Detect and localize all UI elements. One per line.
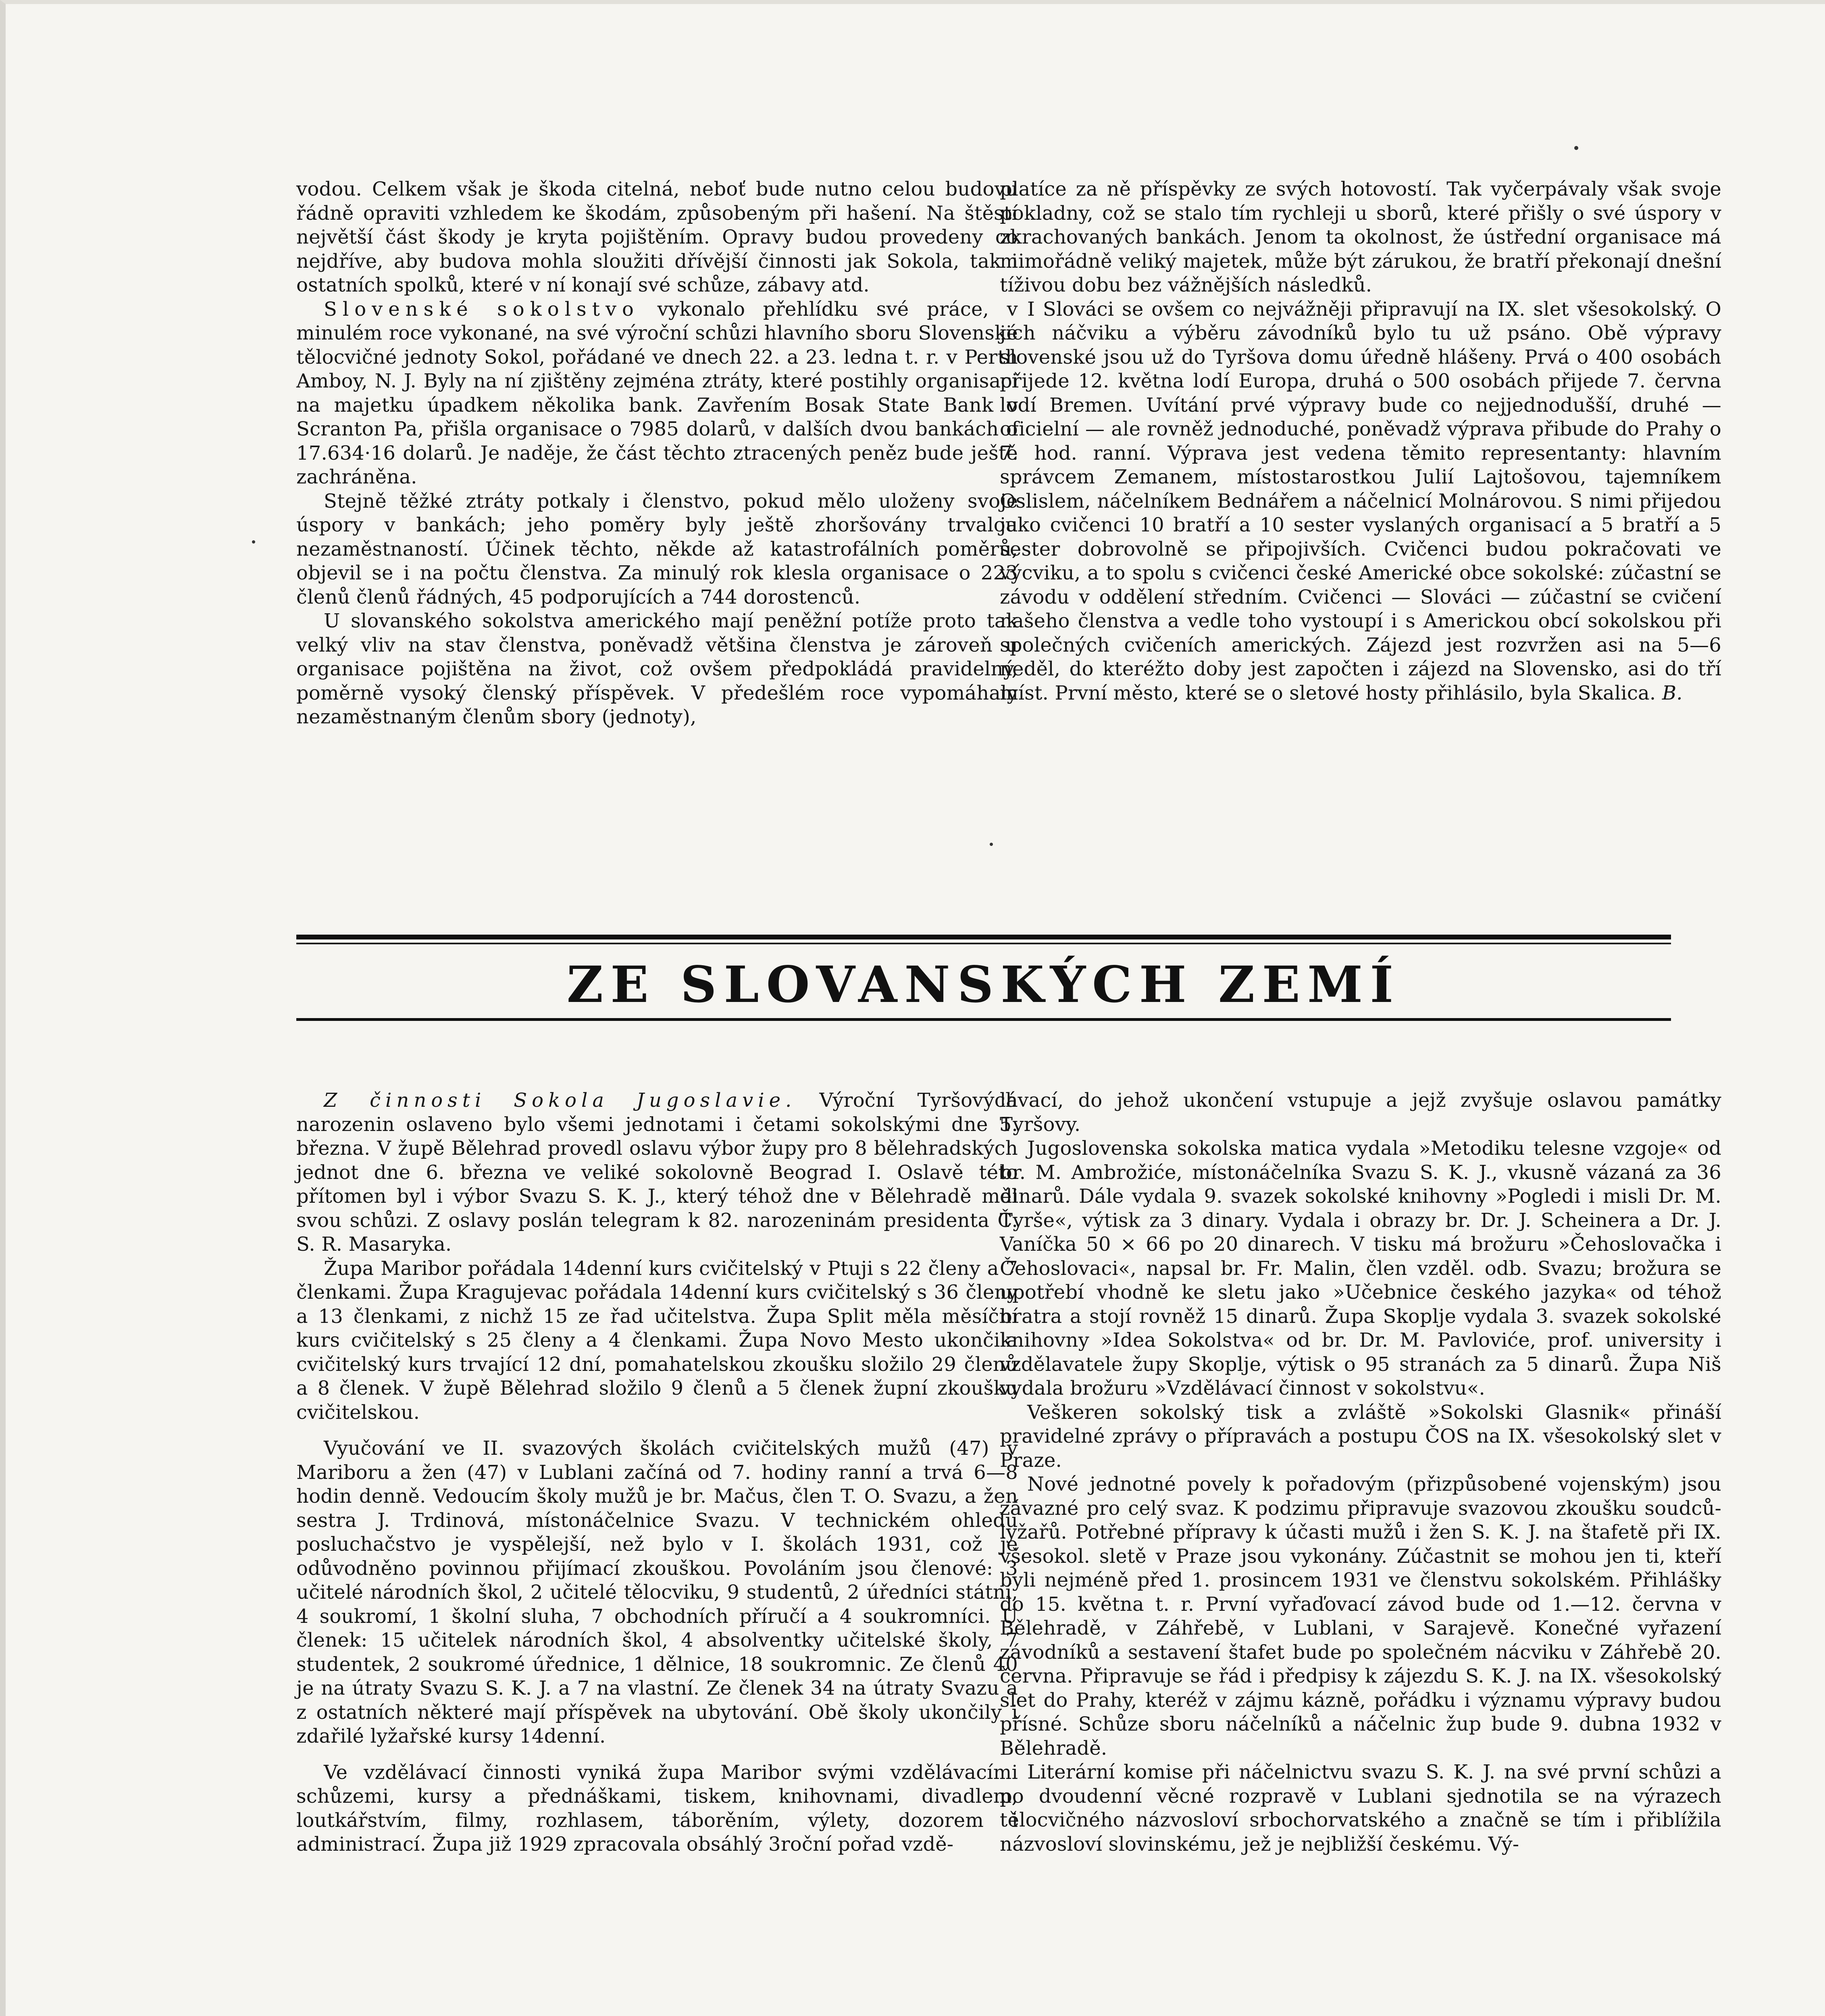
scan-speck [1574, 146, 1578, 150]
section-heading: ZE SLOVANSKÝCH ZEMÍ [566, 956, 1401, 1014]
paragraph: Župa Maribor pořádala 14denní kurs cvičitelský v Ptuji s 22 členy a 7 členkami. Župa Kragujevac pořádala 14denní kurs cvičitelský s 36 členy a 13 členkami, z nichž 15 ze řad učitelstva. Župa Split měla měsíční kurs cvičitelský s 25 členy a 4 členkami. Župa Novo Mesto ukončila cvičitelský kurs trvající 12 dní, pomahatelskou zkoušku složilo 29 členů a 8 členek. V župě Bělehrad složilo 9 členů a 5 členek župní zkoušku cvičitelskou. [296, 1257, 1018, 1424]
spaced-emphasis: Slovenské sokolstvo [324, 298, 639, 321]
paragraph-text: vykonalo přehlídku své práce, v minulém roce vykonané, na své výroční schůzi hlavního sboru Slovenské tělocvičné jednoty Sokol, pořádané ve dnech 22. a 23. ledna t. r. v Perth Amboy, N. J. Byly na ní zjištěny zejména ztráty, které postihly organisaci na majetku úpadkem několika bank. Zavřením Bosak State Bank v Scranton Pa, přišla organisace o 7985 dolarů, v dalších dvou bankách o 17.634·16 dolarů. Je naděje, že část těchto ztracených peněz bude ještě zachráněna. [296, 298, 1018, 488]
scan-speck [990, 843, 993, 846]
paragraph: Jugoslovenska sokolska matica vydala »Metodiku telesne vzgoje« od br. M. Ambrožiće, místonáčelníka Svazu S. K. J., vkusně vázaná za 36 dinarů. Dále vydala 9. svazek sokolské knihovny »Pogledi i misli Dr. M. Tyrše«, výtisk za 3 dinary. Vydala i obrazy br. Dr. J. Scheinera a Dr. J. Vaníčka 50 × 66 po 20 dinarech. V tisku má brožuru »Čehoslovačka i Čehoslovaci«, napsal br. Fr. Malin, člen vzděl. odb. Svazu; brožura se upotřebí vhodně ke sletu jako »Učebnice českého jazyka« od téhož bratra a stojí rovněž 15 dinarů. Župa Skoplje vydala 3. svazek sokolské knihovny »Idea Sokolstva« od br. Dr. M. Pavloviće, prof. university i vzdělavatele župy Skoplje, výtisk o 95 stranách za 5 dinarů. Župa Niš vydala brožuru »Vzdělávací činnost v sokolstvu«. [1000, 1137, 1721, 1400]
heading-rule-top-thin [296, 943, 1671, 944]
paragraph [296, 1089, 1018, 1257]
paragraph: Stejně těžké ztráty potkaly i členstvo, pokud mělo uloženy svoje úspory v bankách; jeho poměry byly ještě zhoršovány trvalou nezaměstnaností. Účinek těchto, někde až katastrofálních poměrů, objevil se i na počtu členstva. Za minulý rok klesla organisace o 223 členů členů řádných, 45 podporujících a 744 dorostenců. [296, 489, 1018, 608]
paragraph-text: Výroční Tyršových narozenin oslaveno bylo všemi jednotami i četami sokolskými dne 5. března. V župě Bělehrad provedl oslavu výbor župy pro 8 bělehradských jednot dne 6. března ve veliké sokolovně Beograd I. Oslavě této přítomen byl i výbor Svazu S. K. J., který téhož dne v Bělehradě měl svou schůzi. Z oslavy poslán telegram k 82. narozeninám presidenta Č. S. R. Masaryka. [296, 1089, 1018, 1256]
paragraph: Nové jednotné povely k pořadovým (přizpůsobené vojenským) jsou závazné pro celý svaz. K podzimu připravuje svazovou zkoušku soudců-lyžařů. Potřebné přípravy k účasti mužů i žen S. K. J. na štafetě při IX. všesokol. sletě v Praze jsou vykonány. Zúčastnit se mohou jen ti, kteří byli nejméně před 1. prosincem 1931 ve členstvu sokolském. Přihlášky do 15. května t. r. První vyřaďovací závod bude od 1.—12. června v Bělehradě, v Záhřebě, v Lublani, v Sarajevě. Konečné vyřazení závodníků a sestavení štafet bude po společném nácviku v Záhřebě 20. června. Připravuje se řád i předpisy k zájezdu S. K. J. na IX. všesokolský slet do Prahy, kteréž v zájmu kázně, pořádku i významu výpravy budou přísné. Schůze sboru náčelníků a náčelnic žup bude 9. dubna 1932 v Bělehradě. [1000, 1473, 1721, 1760]
italic-spaced-heading: Z činnosti Sokola Jugoslavie. [324, 1089, 797, 1112]
paragraph [296, 298, 1018, 489]
article-bottom-right-column [1000, 1089, 1721, 1856]
paragraph-text: I Slováci se ovšem co nejvážněji připravují na IX. slet všesokolský. O jich náčviku a výběru závodníků bylo tu už psáno. Obě výpravy slovenské jsou už do Tyršova domu úředně hlášeny. Prvá o 400 osobách přijede 12. května lodí Europa, druhá o 500 osobách přijede 7. června lodí Bremen. Uvítání prvé výpravy bude co nejjednodušší, druhé — oficielní — ale rovněž jednoduché, poněvadž výprava přibude do Prahy o 7. hod. ranní. Výprava jest vedena těmito representanty: hlavním správcem Zemanem, místostarostkou Julií Lajtošovou, tajemníkem Oslislem, náčelníkem Bednářem a náčelnicí Molnárovou. S nimi přijedou jako cvičenci 10 bratří a 10 sester vyslaných organisací a 5 bratří a 5 sester dobrovolně se připojivších. Cvičenci budou pokračovati ve výcviku, a to spolu s cvičenci české Americké obce sokolské: zúčastní se závodu v oddělení středním. Cvičenci — Slováci — zúčastní se cvičení našeho členstva a vedle toho vystoupí i s Americkou obcí sokolskou při společných cvičeních amerických. Zájezd jest rozvržen asi na 5—6 neděl, do kteréžto doby jest započten i zájezd na Slovensko, asi do tří míst. První město, které se o sletové hosty přihlásilo, byla Skalica. [1000, 298, 1721, 704]
paragraph: lávací, do jehož ukončení vstupuje a jejž zvyšuje oslavou památky Tyršovy. [1000, 1089, 1721, 1136]
heading-rule-top-thick [296, 935, 1671, 939]
scan-speck [252, 540, 255, 544]
article-bottom-left-column [296, 1089, 1018, 1857]
paragraph: vodou. Celkem však je škoda citelná, neboť bude nutno celou budovu řádně opraviti vzhledem ke škodám, způsobeným při hašení. Na štěstí největší část škody je kryta pojištěním. Opravy budou provedeny co nejdříve, aby budova mohla sloužiti dřívější činnosti jak Sokola, tak i ostatních spolků, které v ní konají své schůze, zábavy atd. [296, 178, 1018, 296]
heading-rule-bottom [296, 1018, 1671, 1021]
article-top-right-column [1000, 177, 1721, 705]
paragraph: Literární komise při náčelnictvu svazu S. K. J. na své první schůzi a po dvoudenní věcné rozpravě v Lublani sjednotila se na výrazech tělocvičného názvosloví srbochorvatského a značně se tím i přiblížila názvosloví slovinskému, jež je nejbližší českému. Vý- [1000, 1761, 1721, 1856]
author-signature: B. [1662, 681, 1683, 704]
paragraph: Ve vzdělávací činnosti vyniká župa Maribor svými vzdělávacími schůzemi, kursy a přednáškami, tiskem, knihovnami, divadlem, loutkářstvím, filmy, rozhlasem, táborěním, výlety, dozorem i administrací. Župa již 1929 zpracovala obsáhlý 3roční pořad vzdě- [296, 1761, 1018, 1856]
paragraph: platíce za ně příspěvky ze svých hotovostí. Tak vyčerpávaly však svoje pokladny, což se stalo tím rychleji u sborů, které přišly o své úspory v zkrachovaných bankách. Jenom ta okolnost, že ústřední organisace má mimořádně veliký majetek, může být zárukou, že bratří překonají dnešní tíživou dobu bez vážnějších následků. [1000, 178, 1721, 296]
article-top-left-column [296, 177, 1018, 729]
paragraph: Vyučování ve II. svazových školách cvičitelských mužů (47) v Mariboru a žen (47) v Lublani začíná od 7. hodiny ranní a trvá 6—8 hodin denně. Vedoucím školy mužů je br. Mačus, člen T. O. Svazu, a žen sestra J. Trdinová, místonáčelnice Svazu. V technickém ohledu posluchačstvo je vyspělejší, než bylo v I. školách 1931, což je odůvodněno povinnou přijímací zkouškou. Povoláním jsou členové: 3 učitelé národních škol, 2 učitelé tělocviku, 9 studentů, 2 úředníci státní, 4 soukromí, 1 školní sluha, 7 obchodních příručí a 4 soukromníci. U členek: 15 učitelek národních škol, 4 absolventky učitelské školy, 7 studentek, 2 soukromé úřednice, 1 dělnice, 18 soukromnic. Ze členů 40 je na útraty Svazu S. K. J. a 7 na vlastní. Ze členek 34 na útraty Svazu a z ostatních některé mají příspěvek na ubytování. Obě školy ukončily i zdařilé lyžařské kursy 14denní. [296, 1437, 1018, 1747]
paragraph: U slovanského sokolstva amerického mají peněžní potíže proto tak velký vliv na stav členstva, poněvadž většina členstva je zároveň u organisace pojištěna na život, což ovšem předpokládá pravidelný, poměrně vysoký členský příspěvek. V předešlém roce vypomáhaly nezaměstnaným členům sbory (jednoty), [296, 610, 1018, 728]
paragraph [1000, 298, 1721, 706]
paragraph: Veškeren sokolský tisk a zvláště »Sokolski Glasnik« přináší pravidelné zprávy o přípravách a postupu ČOS na IX. všesokolský slet v Praze. [1000, 1401, 1721, 1472]
